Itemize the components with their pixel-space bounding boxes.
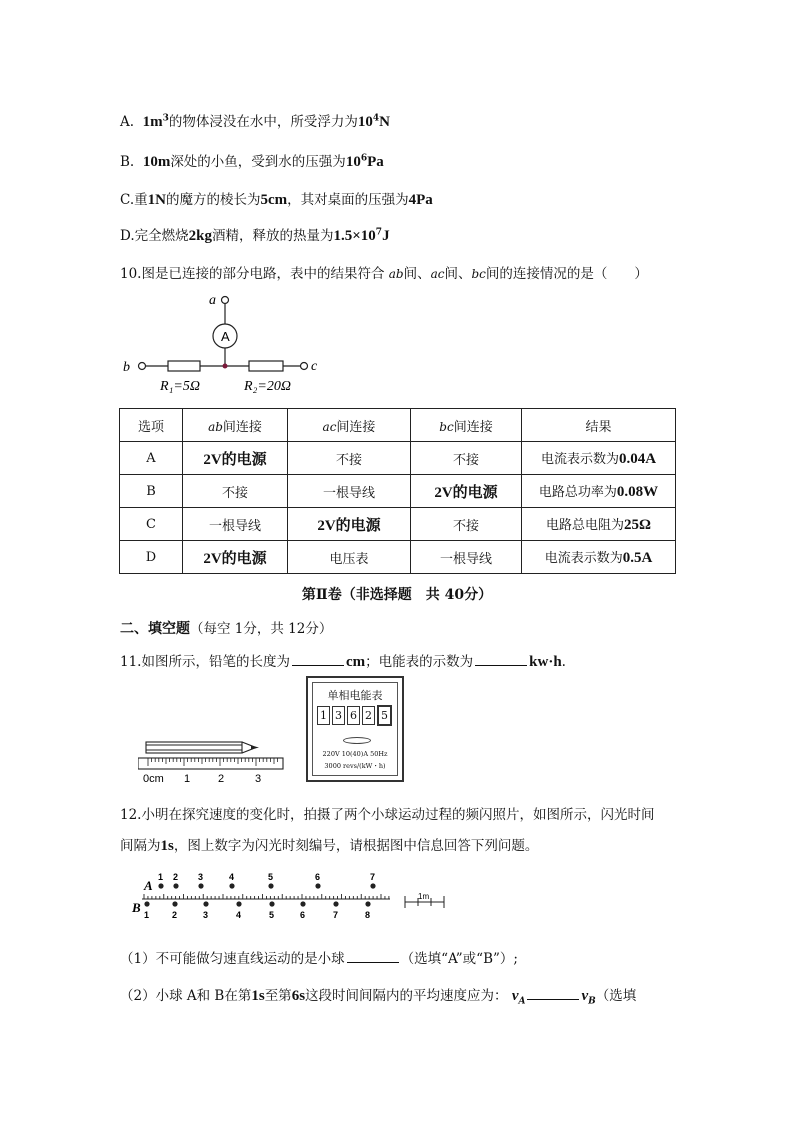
q12-vb: v xyxy=(581,988,589,1004)
q12-sub2-end: （选填 xyxy=(595,988,637,1004)
row-c-option: C xyxy=(120,508,183,541)
q10-term-ac: ac xyxy=(430,267,445,281)
option-d xyxy=(120,224,390,245)
table-row xyxy=(120,541,676,574)
q12-sub2-v1: 1s xyxy=(251,988,265,1004)
table-header-row xyxy=(120,409,676,442)
header-option: 选项 xyxy=(120,409,183,442)
ball-a-number: 4 xyxy=(229,872,235,882)
label-r2: R₂=20Ω xyxy=(244,379,291,394)
row-b-result-text: 电路总功率为 xyxy=(538,485,617,500)
option-d-unit: J xyxy=(382,228,390,244)
row-b-result-val: 0.08W xyxy=(616,484,659,500)
option-b-exp: 6 xyxy=(360,153,368,164)
q11-text2: ；电能表的示数为 xyxy=(365,654,474,670)
option-a-prefix: A. xyxy=(120,114,135,130)
ball-a-marker xyxy=(229,883,234,888)
meter-spec1: 220V 10(40)A 50Hz xyxy=(322,750,388,758)
terminal-c xyxy=(301,363,308,370)
q12-sub1 xyxy=(120,947,518,967)
q12-sub2-post: 这段时间间隔内的平均速度应为： xyxy=(305,988,508,1004)
ball-b-number: 5 xyxy=(269,910,275,920)
terminal-b xyxy=(139,363,146,370)
option-c-text2: 的魔方的棱长为 xyxy=(165,192,261,208)
label-a: a xyxy=(209,293,216,308)
q12-line2-pre: 间隔为 xyxy=(120,838,161,854)
q10-stem-end: 间的连接情况的是（ ） xyxy=(485,266,648,282)
ball-b-number: 7 xyxy=(333,910,339,920)
q12-line2-post: ，图上数字为闪光时刻编号，请根据图中信息回答下列问题。 xyxy=(173,838,539,854)
meter-digit: 5 xyxy=(377,705,392,726)
scale-label: 1m xyxy=(418,892,430,901)
option-a-text: 的物体浸没在水中，所受浮力为 xyxy=(168,114,358,130)
fill-heading xyxy=(120,617,332,638)
option-b-unit: Pa xyxy=(367,154,384,170)
option-b-prefix: B. xyxy=(120,154,135,170)
ball-a-marker xyxy=(198,883,203,888)
row-b-bc xyxy=(411,475,522,508)
option-d-prefix: D. xyxy=(120,228,135,244)
option-a-unit2: N xyxy=(379,114,391,130)
q10-term-ab: ab xyxy=(388,267,404,281)
header-ab: ab间连接 xyxy=(183,409,288,442)
ball-b-marker xyxy=(365,901,370,906)
ball-b-number: 3 xyxy=(203,910,209,920)
row-b-ac: 一根导线 xyxy=(288,475,411,508)
row-d-result-text: 电流表示数为 xyxy=(544,551,623,566)
q11-unit2: kw·h xyxy=(529,654,562,670)
q10-table xyxy=(119,408,676,574)
table-row xyxy=(120,442,676,475)
row-a-result-text: 电流表示数为 xyxy=(540,452,619,467)
q12-sub2 xyxy=(120,984,636,1007)
q12-sub2-pre: （2）小球 A和 B在第 xyxy=(120,988,252,1004)
q11-text1: 11.如图所示，铅笔的长度为 xyxy=(120,654,290,670)
row-c-ac xyxy=(288,508,411,541)
header-ac: ac间连接 xyxy=(288,409,411,442)
row-a-bc: 不接 xyxy=(411,442,522,475)
meter-digits xyxy=(317,705,394,726)
option-d-text2: 酒精，释放的热量为 xyxy=(211,228,334,244)
ball-a-number: 2 xyxy=(173,872,179,882)
resistor-r1 xyxy=(168,361,200,371)
ruler-label-0: 0cm xyxy=(143,773,164,785)
option-c-text1: 重 xyxy=(134,192,148,208)
terminal-a xyxy=(222,297,229,304)
q12-blank-ball[interactable] xyxy=(347,950,399,963)
row-a-ab-text: 2V的电源 xyxy=(203,451,267,468)
ball-a-marker xyxy=(173,883,178,888)
option-d-exp: 7 xyxy=(375,227,383,238)
option-a-exp2: 4 xyxy=(372,113,380,124)
q10-stem xyxy=(120,262,648,282)
meter-disc-icon xyxy=(343,737,371,744)
option-c-prefix: C. xyxy=(120,192,135,208)
meter-digit: 6 xyxy=(347,706,360,725)
option-b-val1: 10m xyxy=(142,154,171,170)
q12-sub1-post: （选填“A”或“B”）; xyxy=(400,951,518,967)
q12-va-sub: A xyxy=(518,996,526,1007)
row-c-ab: 一根导线 xyxy=(183,508,288,541)
ball-a-marker xyxy=(268,883,273,888)
circuit-diagram xyxy=(118,290,348,400)
ball-b-number: 2 xyxy=(172,910,178,920)
ball-b-marker xyxy=(144,901,149,906)
row-d-ac: 电压表 xyxy=(288,541,411,574)
fill-heading-note: （每空 1分，共 12分） xyxy=(190,621,333,637)
header-ab-term: ab xyxy=(208,419,223,434)
meter-title: 单相电能表 xyxy=(327,689,383,702)
ball-b-label: B xyxy=(132,900,141,915)
ball-b-marker xyxy=(269,901,274,906)
q12-sub1-pre: （1）不可能做匀速直线运动的是小球 xyxy=(120,951,345,967)
row-d-result xyxy=(522,541,676,574)
option-a-exp1: 3 xyxy=(162,113,169,124)
label-c: c xyxy=(311,359,318,374)
row-a-ac: 不接 xyxy=(288,442,411,475)
row-c-bc: 不接 xyxy=(411,508,522,541)
q10-stem-start: 10.图是已连接的部分电路，表中的结果符合 xyxy=(120,266,385,282)
label-b: b xyxy=(123,360,130,375)
ball-a-number: 5 xyxy=(268,872,274,882)
row-c-result xyxy=(522,508,676,541)
table-row xyxy=(120,475,676,508)
q10-mid2: 间、 xyxy=(444,266,472,282)
option-d-val2: 1.5×10 xyxy=(333,228,376,244)
row-b-bc-text: 2V的电源 xyxy=(434,484,498,501)
ball-a-marker xyxy=(315,883,320,888)
option-c-val1: 1N xyxy=(147,192,166,208)
ball-b-marker xyxy=(236,901,241,906)
ball-b-marker xyxy=(333,901,338,906)
pencil-body xyxy=(146,742,242,753)
row-a-result xyxy=(522,442,676,475)
q12-vb-sub: B xyxy=(588,996,596,1007)
row-c-ac-text: 2V的电源 xyxy=(317,517,381,534)
q11-unit1: cm xyxy=(345,654,366,670)
option-b-text: 深处的小鱼，受到水的压强为 xyxy=(170,154,346,170)
header-ac-term: ac xyxy=(322,419,337,434)
section2-title: 第Ⅱ卷（非选择题 共 40分） xyxy=(301,587,493,603)
label-r1: R₁=5Ω xyxy=(160,379,200,394)
ball-a-number: 7 xyxy=(370,872,376,882)
ball-a-label: A xyxy=(144,878,153,893)
q11-stem xyxy=(120,650,566,671)
meter-spec2: 3000 revs/(kW・h) xyxy=(324,762,386,770)
q11-blank-length[interactable] xyxy=(292,653,344,666)
row-c-result-val: 25Ω xyxy=(624,517,652,533)
ball-a-number: 3 xyxy=(198,872,204,882)
ball-b-number: 8 xyxy=(365,910,371,920)
ball-b-marker xyxy=(203,901,208,906)
header-result: 结果 xyxy=(522,409,676,442)
energy-meter xyxy=(306,676,404,782)
row-b-result xyxy=(522,475,676,508)
option-b-val2: 10 xyxy=(345,154,361,170)
row-d-bc: 一根导线 xyxy=(411,541,522,574)
row-d-result-val: 0.5A xyxy=(622,550,653,566)
meter-digit: 2 xyxy=(362,706,375,725)
q12-line1: 12.小明在探究速度的变化时，拍摄了两个小球运动过程的频闪照片，如图所示，闪光时间 xyxy=(120,807,655,823)
q12-blank-compare[interactable] xyxy=(527,987,579,1000)
ball-b-number: 6 xyxy=(300,910,306,920)
ruler-label-3: 3 xyxy=(255,773,262,785)
header-bc: bc间连接 xyxy=(411,409,522,442)
meter-digit: 3 xyxy=(332,706,345,725)
q11-blank-meter[interactable] xyxy=(475,653,527,666)
ball-a-number: 6 xyxy=(315,872,321,882)
q12-va: v xyxy=(511,988,519,1004)
row-a-option: A xyxy=(120,442,183,475)
row-b-ab: 不接 xyxy=(183,475,288,508)
junction-dot xyxy=(223,364,228,369)
option-c xyxy=(120,188,433,209)
meter-digit: 1 xyxy=(317,706,330,725)
q12-sub2-v2: 6s xyxy=(291,988,306,1004)
q10-mid1: 间、 xyxy=(403,266,431,282)
ammeter-label: A xyxy=(221,329,230,344)
row-d-ab xyxy=(183,541,288,574)
option-d-val1: 2kg xyxy=(188,228,212,244)
header-bc-term: bc xyxy=(439,419,454,434)
q10-term-bc: bc xyxy=(471,267,486,281)
q12-sub2-mid: 至第 xyxy=(264,988,292,1004)
ball-b-marker xyxy=(300,901,305,906)
row-b-option: B xyxy=(120,475,183,508)
fill-heading-title: 二、填空题 xyxy=(120,621,190,637)
ruler-pencil-figure xyxy=(138,735,288,785)
row-d-ab-text: 2V的电源 xyxy=(203,550,267,567)
ball-b-number: 1 xyxy=(144,910,150,920)
q12-line2-val: 1s xyxy=(160,838,174,854)
q12-line2 xyxy=(120,834,538,855)
row-a-result-val: 0.04A xyxy=(618,451,657,467)
ball-a-marker xyxy=(158,883,163,888)
row-a-ab xyxy=(183,442,288,475)
q11-end: . xyxy=(561,654,566,670)
option-a xyxy=(120,110,390,131)
ball-a-number: 1 xyxy=(158,872,164,882)
option-c-val3: 4Pa xyxy=(408,192,433,208)
ruler-label-2: 2 xyxy=(218,773,225,785)
ruler-label-1: 1 xyxy=(184,773,191,785)
row-d-option: D xyxy=(120,541,183,574)
ball-a-marker xyxy=(370,883,375,888)
table-row xyxy=(120,508,676,541)
resistor-r2 xyxy=(249,361,283,371)
option-d-text1: 完全燃烧 xyxy=(134,228,189,244)
ruler-body xyxy=(138,758,283,769)
option-c-text3: ，其对桌面的压强为 xyxy=(287,192,409,208)
option-a-unit1: 1m xyxy=(142,114,163,130)
option-a-val: 10 xyxy=(357,114,373,130)
option-c-val2: 5cm xyxy=(260,192,288,208)
ball-b-number: 4 xyxy=(236,910,242,920)
row-c-result-text: 电路总电阻为 xyxy=(545,518,624,533)
strobe-photo-figure xyxy=(128,866,458,928)
option-b xyxy=(120,150,384,171)
ball-b-marker xyxy=(172,901,177,906)
